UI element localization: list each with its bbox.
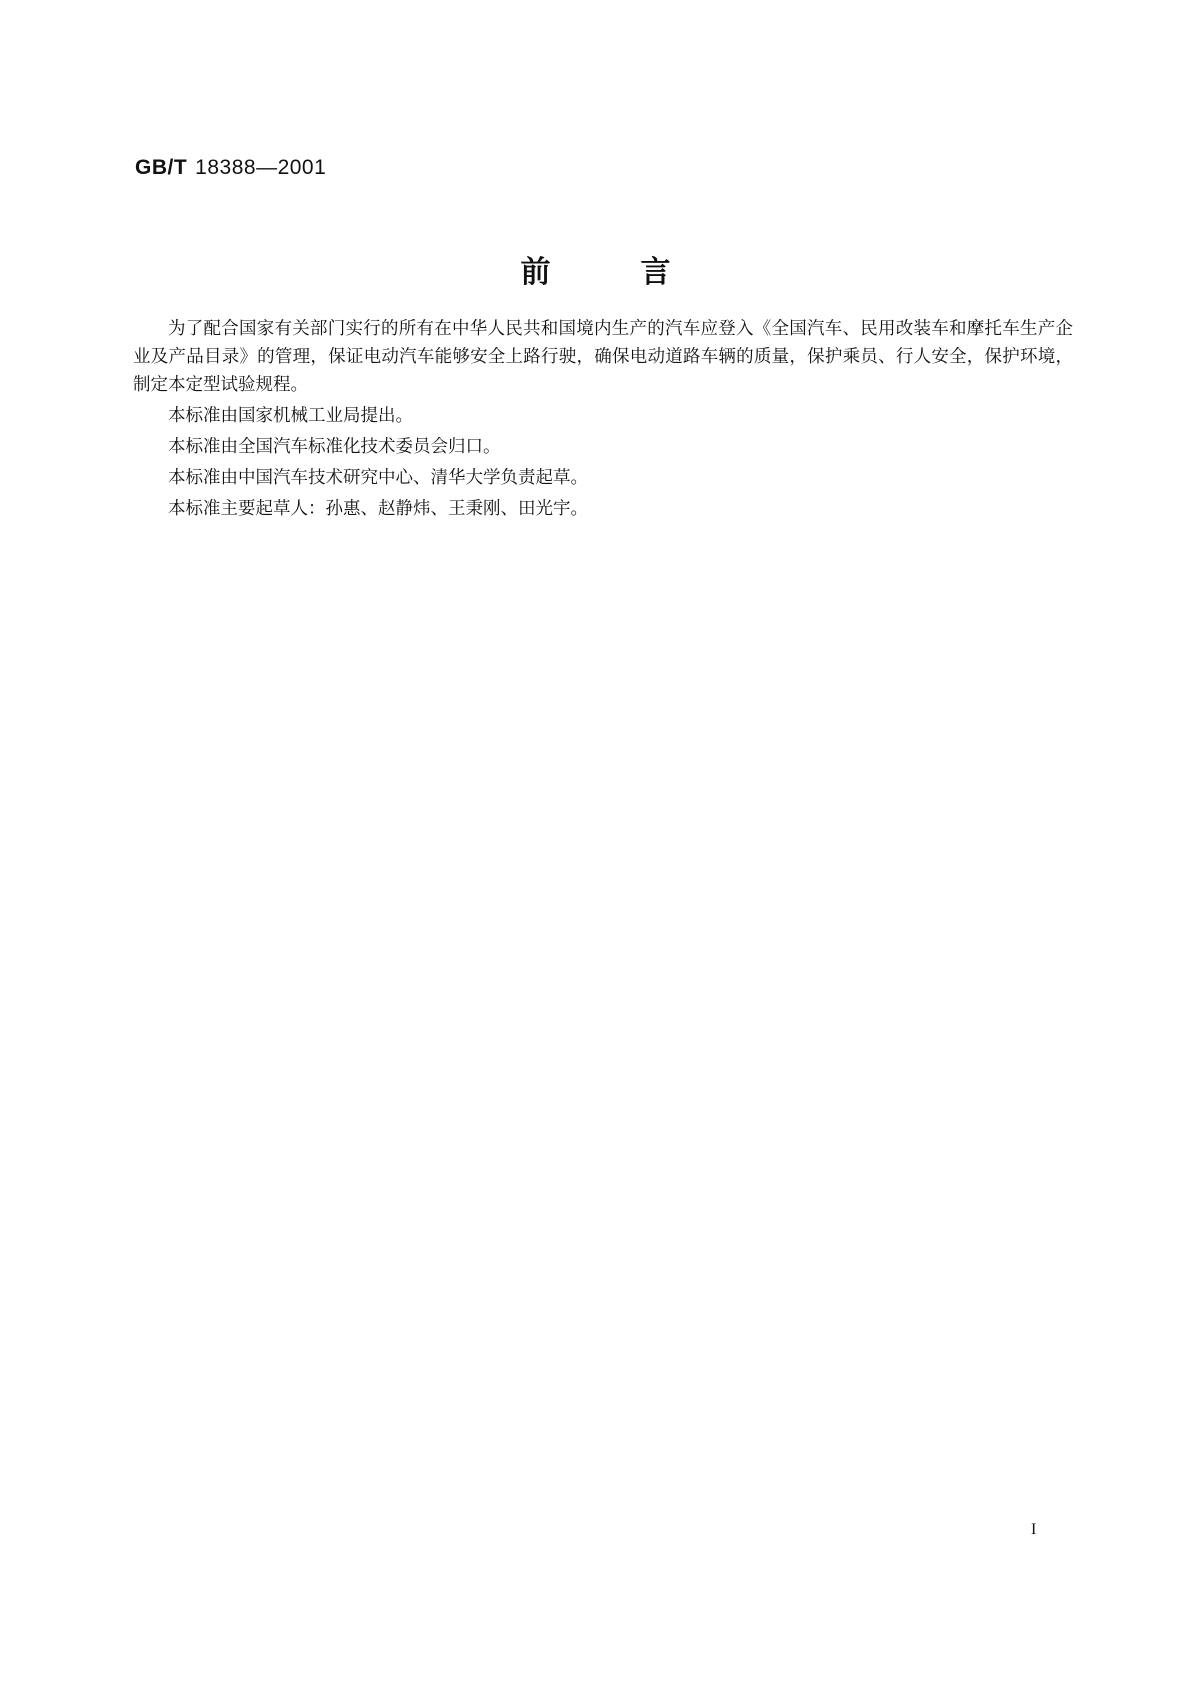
paragraph-purpose: 为了配合国家有关部门实行的所有在中华人民共和国境内生产的汽车应登入《全国汽车、民用改装车和摩托车生产企业及产品目录》的管理，保证电动汽车能够安全上路行驶，确保电动道路车辆的质量，保护乘员、行人安全，保护环境，制定本定型试验规程。 (133, 319, 1073, 395)
standard-code-number: 18388—2001 (195, 156, 327, 179)
foreword-body (133, 315, 1073, 523)
paragraph-drafted-by: 本标准由中国汽车技术研究中心、清华大学负责起草。 (168, 468, 588, 488)
page-title: 前言 (520, 255, 761, 290)
standard-code-prefix: GB/T (135, 156, 188, 179)
paragraph-proposed-by: 本标准由国家机械工业局提出。 (168, 406, 413, 426)
page-number: I (1031, 1521, 1037, 1538)
standard-code (135, 156, 326, 180)
paragraph-administered-by: 本标准由全国汽车标准化技术委员会归口。 (168, 437, 501, 457)
paragraph-main-drafters: 本标准主要起草人：孙惠、赵静炜、王秉刚、田光宇。 (168, 499, 588, 519)
